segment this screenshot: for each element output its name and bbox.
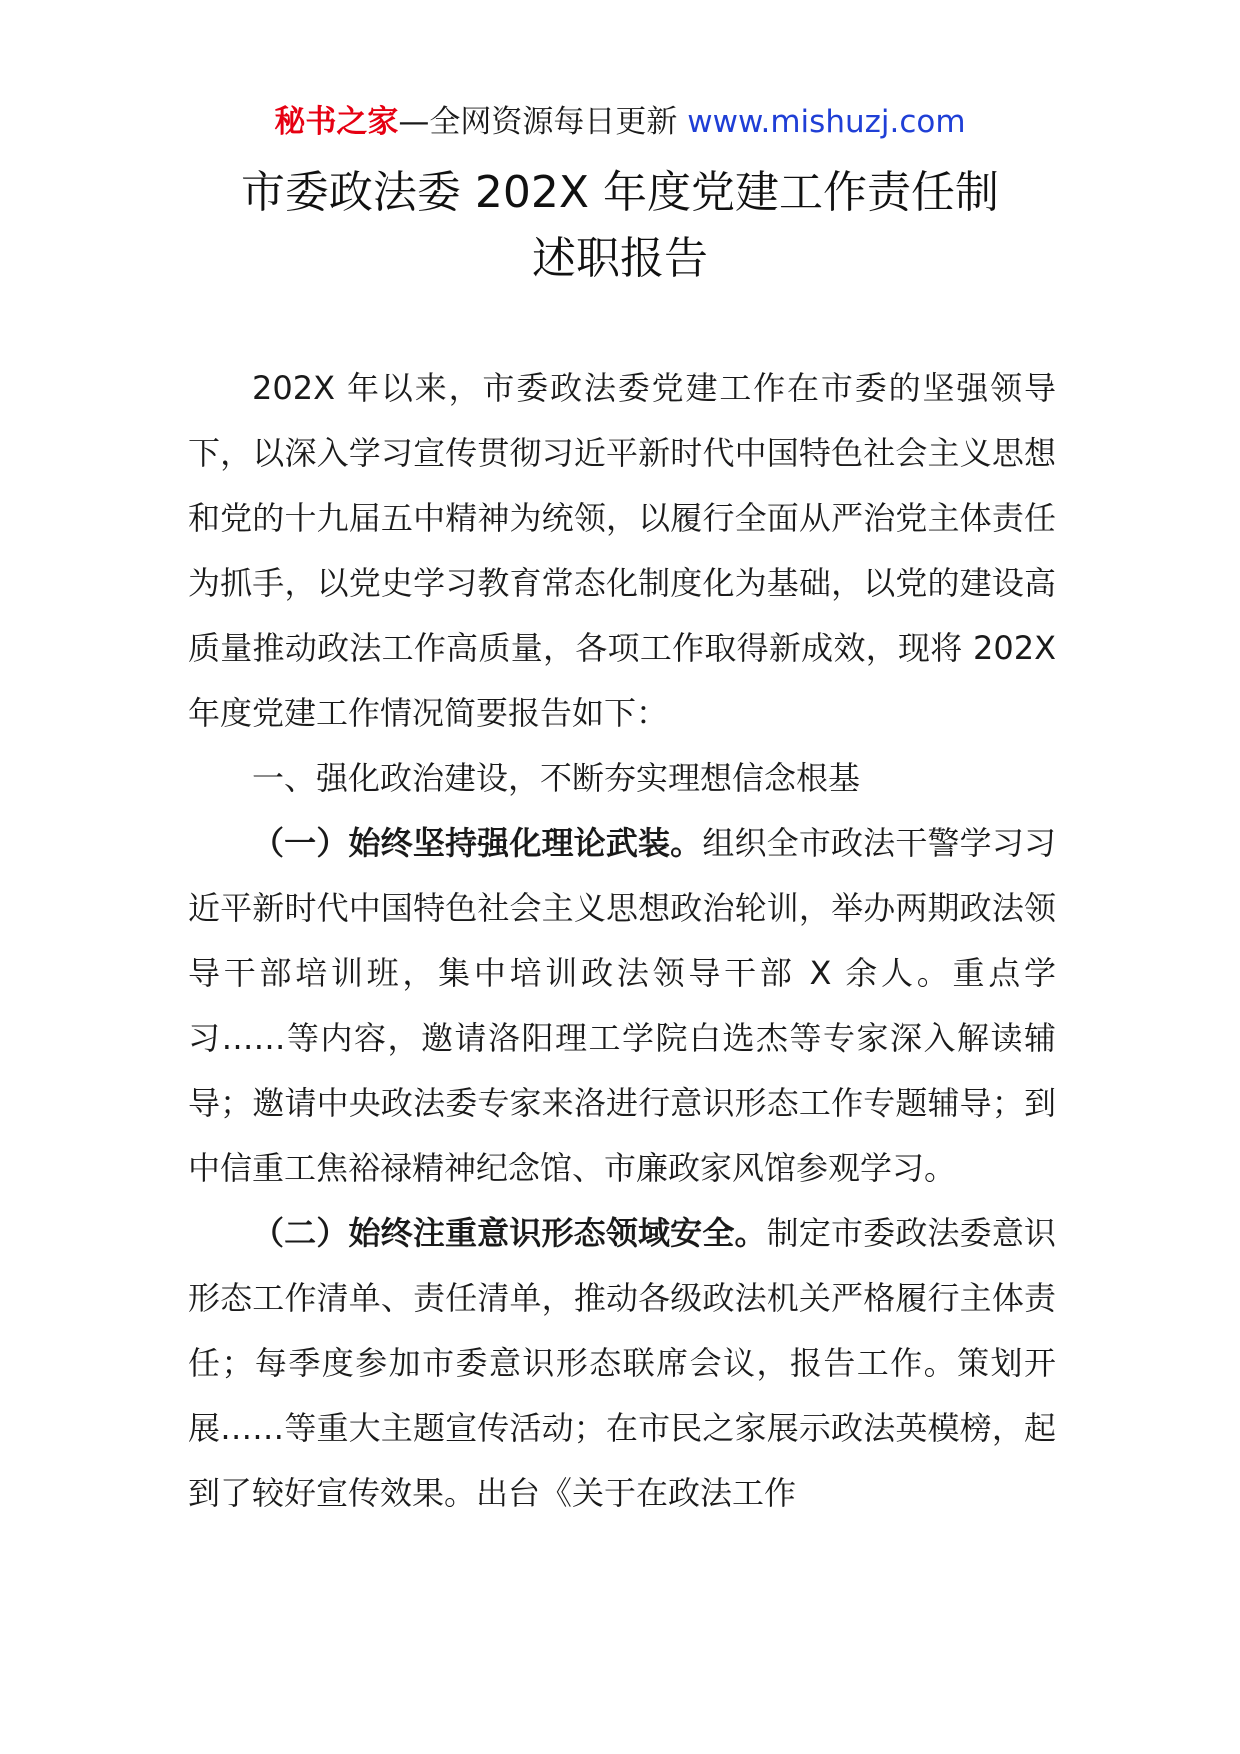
paragraph-2-text: 制定市委政法委意识形态工作清单、责任清单，推动各级政法机关严格履行主体责任；每季度参加市委意识形态联席会议，报告工作。策划开展……等重大主题宣传活动；在市民之家展示政法英模榜，起到了较好宣传效果。出台《关于在政法工作 <box>188 1214 1056 1512</box>
title-line-2: 述职报告 <box>532 233 708 284</box>
paragraph-1-lead: （一）始终坚持强化理论武装。 <box>252 824 703 862</box>
website-link[interactable]: www.mishuzj.com <box>687 104 966 140</box>
document-body <box>188 356 1056 1526</box>
title-line-1: 市委政法委 202X 年度党建工作责任制 <box>240 167 1000 218</box>
intro-paragraph: 202X 年以来，市委政法委党建工作在市委的坚强领导下，以深入学习宣传贯彻习近平新时代中国特色社会主义思想和党的十九届五中精神为统领，以履行全面从严治党主体责任为抓手，以党史学习教育常态化制度化为基础，以党的建设高质量推动政法工作高质量，各项工作取得新成效，现将 202X 年度党建工作情况简要报告如下： <box>188 369 1056 732</box>
brand-name: 秘书之家 <box>274 104 399 140</box>
paragraph-2-lead: （二）始终注重意识形态领域安全。 <box>252 1214 767 1252</box>
paragraph-2 <box>188 1201 1056 1526</box>
document-title <box>0 160 1240 292</box>
paragraph-1 <box>188 811 1056 1201</box>
paragraph-1-text: 组织全市政法干警学习习近平新时代中国特色社会主义思想政治轮训，举办两期政法领导干部培训班，集中培训政法领导干部 X 余人。重点学习……等内容，邀请洛阳理工学院白选杰等专家深入解读辅导；邀请中央政法委专家来洛进行意识形态工作专题辅导；到中信重工焦裕禄精神纪念馆、市廉政家风馆参观学习。 <box>188 824 1056 1187</box>
section-heading-1: 一、强化政治建设，不断夯实理想信念根基 <box>252 759 861 797</box>
header-slogan: —全网资源每日更新 <box>398 104 688 140</box>
watermark-header <box>0 100 1240 144</box>
